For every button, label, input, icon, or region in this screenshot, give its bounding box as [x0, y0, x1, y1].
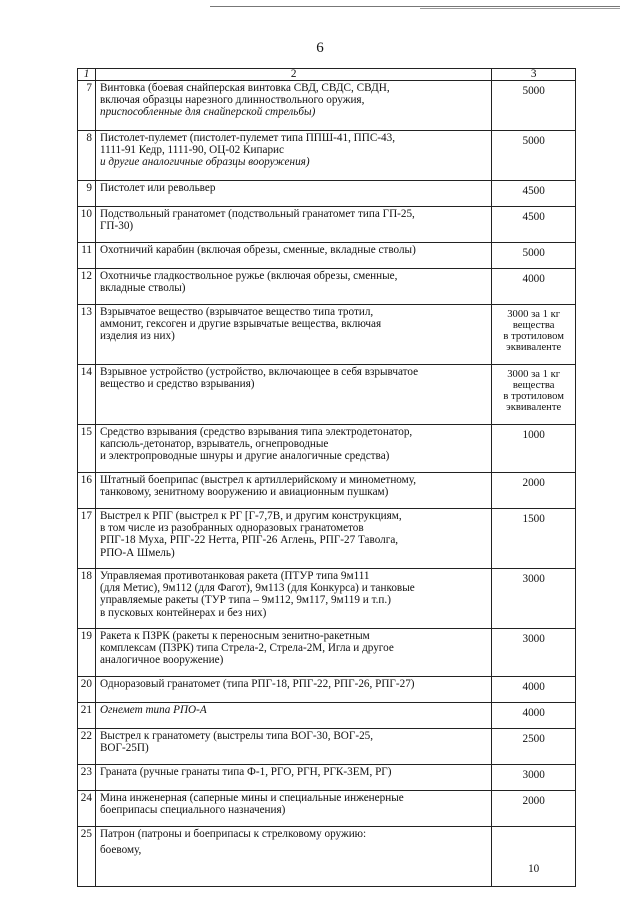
amount-line: 1500 [522, 513, 545, 525]
description-line: РПГ-18 Муха, РПГ-22 Нетта, РПГ-26 Аглень, РПГ-27 Таволга, [99, 534, 399, 547]
description-line: в пусковых контейнерах и без них) [99, 606, 267, 619]
description-line: (для Метис), 9м112 (для Фагот), 9м113 (для Конкурса) и танковые [99, 582, 415, 595]
amount-line: эквиваленте [506, 342, 562, 353]
description-line: Подствольный гранатомет (подствольный гранатомет типа ГП-25, [99, 208, 415, 220]
amount-line: 5000 [522, 85, 545, 97]
description-line: капсюль-детонатор, взрыватель, огнепроводные [99, 438, 329, 451]
description-line: и электропроводные шнуры и другие аналогичные средства) [99, 450, 390, 463]
row-amount [492, 729, 576, 765]
table-row [78, 181, 576, 207]
row-description [95, 827, 491, 887]
amount-line: 3000 за 1 кг [507, 309, 561, 320]
table-row [78, 569, 576, 629]
top-rule-thick [420, 8, 620, 9]
row-number: 22 [78, 729, 96, 765]
row-amount [492, 305, 576, 365]
row-amount [492, 765, 576, 791]
table-row [78, 791, 576, 827]
description-line: Взрывчатое вещество (взрывчатое вещество типа тротил, [99, 306, 374, 318]
table-row [78, 365, 576, 425]
row-description [95, 207, 491, 243]
description-line: боеприпасы специального назначения) [99, 804, 286, 817]
top-rule [210, 6, 620, 7]
description-line: Охотничье гладкоствольное ружье (включая обрезы, сменные, [99, 270, 398, 282]
description-line: Выстрел к гранатомету (выстрелы типа ВОГ-30, ВОГ-25, [99, 730, 374, 742]
description-line: Одноразовый гранатомет (типа РПГ-18, РПГ-22, РПГ-26, РПГ-27) [99, 678, 415, 690]
amount-line: 3000 за 1 кг [507, 369, 561, 380]
description-line: включая образцы нарезного длинноствольного оружия, [99, 94, 365, 107]
row-description [95, 509, 491, 569]
row-amount [492, 181, 576, 207]
amount-line: 3000 [522, 769, 545, 781]
table-row [78, 425, 576, 473]
row-amount [492, 509, 576, 569]
row-description [95, 425, 491, 473]
row-amount [492, 207, 576, 243]
description-line: вещество и средство взрывания) [99, 378, 255, 391]
table-row [78, 629, 576, 677]
row-number: 13 [78, 305, 96, 365]
amount-line: вещества [512, 320, 555, 331]
row-description [95, 81, 491, 131]
description-line: Пистолет-пулемет (пистолет-пулемет типа ППШ-41, ППС-43, [99, 132, 396, 144]
row-amount [492, 81, 576, 131]
description-line: Средство взрывания (средство взрывания типа электродетонатор, [99, 426, 413, 438]
description-line: и другие аналогичные образцы вооружения) [99, 156, 310, 169]
row-number: 18 [78, 569, 96, 629]
row-amount [492, 677, 576, 703]
table-row [78, 827, 576, 887]
row-description [95, 181, 491, 207]
table-row [78, 131, 576, 181]
amount-line: 4500 [522, 211, 545, 223]
description-line: вкладные стволы) [99, 282, 186, 295]
row-amount [492, 473, 576, 509]
description-line: Огнемет типа РПО-А [99, 704, 207, 716]
row-description [95, 677, 491, 703]
header-col-3: 3 [492, 69, 576, 81]
description-line: танковому, зенитному вооружению и авиационным пушкам) [99, 486, 389, 499]
row-description [95, 729, 491, 765]
description-line: аналогичное вооружение) [99, 654, 224, 667]
description-line: Граната (ручные гранаты типа Ф-1, РГО, РГН, РГК-3ЕМ, РГ) [99, 766, 392, 778]
row-number: 24 [78, 791, 96, 827]
amount-line: 2500 [522, 733, 545, 745]
amount-line: 3000 [522, 633, 545, 645]
amount-line: в тротиловом [503, 391, 564, 402]
row-amount [492, 569, 576, 629]
description-line: Штатный боеприпас (выстрел к артиллерийскому и минометному, [99, 474, 417, 486]
amount-line: вещества [512, 380, 555, 391]
table-row [78, 269, 576, 305]
row-number: 20 [78, 677, 96, 703]
description-line: комплексам (ПЗРК) типа Стрела-2, Стрела-2М, Игла и другое [99, 642, 394, 655]
row-number: 23 [78, 765, 96, 791]
description-line: Ракета к ПЗРК (ракеты к переносным зенитно-ракетным [99, 630, 370, 642]
row-amount [492, 703, 576, 729]
table-row [78, 509, 576, 569]
row-amount [492, 791, 576, 827]
header-col-2: 2 [95, 69, 491, 81]
row-amount [492, 365, 576, 425]
row-number: 10 [78, 207, 96, 243]
amount-line [495, 851, 572, 863]
amount-line: 3000 [522, 573, 545, 585]
row-number: 19 [78, 629, 96, 677]
row-description [95, 131, 491, 181]
row-description [95, 269, 491, 305]
description-line: приспособленные для снайперской стрельбы) [99, 106, 316, 119]
amount-line: 1000 [522, 429, 545, 441]
header-col-1: 1 [78, 69, 96, 81]
table-row [78, 243, 576, 269]
amount-line: 4000 [522, 707, 545, 719]
row-amount [492, 243, 576, 269]
description-line: Мина инженерная (саперные мины и специальные инженерные [99, 792, 404, 804]
row-description [95, 703, 491, 729]
amount-line: 4500 [522, 185, 545, 197]
row-amount [492, 131, 576, 181]
reward-table [77, 68, 576, 887]
description-line: Выстрел к РПГ (выстрел к РГ [Г-7,7В, и другим конструкциям, [99, 510, 402, 522]
row-number: 17 [78, 509, 96, 569]
row-number: 8 [78, 131, 96, 181]
row-number: 9 [78, 181, 96, 207]
row-number: 12 [78, 269, 96, 305]
row-amount [492, 827, 576, 887]
row-number: 7 [78, 81, 96, 131]
table-row [78, 305, 576, 365]
table-row [78, 81, 576, 131]
row-number: 25 [78, 827, 96, 887]
description-line: изделия из них) [99, 330, 175, 343]
amount-line: 5000 [522, 135, 545, 147]
amount-line: в тротиловом [503, 331, 564, 342]
row-description [95, 791, 491, 827]
description-line: Охотничий карабин (включая обрезы, сменные, вкладные стволы) [99, 244, 416, 256]
description-line: 1111-91 Кедр, 1111-90, ОЦ-02 Кипарис [99, 144, 284, 157]
description-line: боевому, [99, 844, 142, 857]
amount-line: 5000 [522, 247, 545, 259]
table-row [78, 207, 576, 243]
row-amount [492, 629, 576, 677]
description-line: управляемые ракеты (ТУР типа – 9м112, 9м117, 9м119 и т.п.) [99, 594, 391, 607]
row-number: 16 [78, 473, 96, 509]
page-number: 6 [316, 40, 324, 56]
amount-line: 4000 [522, 273, 545, 285]
amount-line: эквиваленте [506, 402, 562, 413]
description-line: аммонит, гексоген и другие взрывчатые вещества, включая [99, 318, 382, 331]
table-row [78, 703, 576, 729]
row-number: 14 [78, 365, 96, 425]
amount-line [495, 839, 572, 851]
row-number: 15 [78, 425, 96, 473]
description-line: ГП-30) [99, 220, 134, 233]
row-number: 21 [78, 703, 96, 729]
description-line: Взрывное устройство (устройство, включающее в себя взрывчатое [99, 366, 419, 378]
amount-line: 10 [528, 863, 540, 875]
amount-line: 2000 [522, 477, 545, 489]
description-line: ВОГ-25П) [99, 742, 149, 755]
description-line: Управляемая противотанковая ракета (ПТУР типа 9м111 [99, 570, 370, 582]
description-line: Патрон (патроны и боеприпасы к стрелковому оружию: [99, 828, 367, 840]
row-description [95, 305, 491, 365]
row-amount [492, 425, 576, 473]
table-row [78, 677, 576, 703]
row-description [95, 365, 491, 425]
description-line: Винтовка (боевая снайперская винтовка СВД, СВДС, СВДН, [99, 82, 390, 94]
table-row [78, 473, 576, 509]
description-line: Пистолет или револьвер [99, 182, 216, 194]
row-description [95, 243, 491, 269]
table-row [78, 765, 576, 791]
table-header-row [78, 69, 576, 81]
row-description [95, 473, 491, 509]
row-description [95, 765, 491, 791]
description-line: РПО-А Шмель) [99, 546, 175, 559]
row-description [95, 629, 491, 677]
amount-line: 2000 [522, 795, 545, 807]
table-body [78, 69, 576, 887]
row-number: 11 [78, 243, 96, 269]
row-amount [492, 269, 576, 305]
row-description [95, 569, 491, 629]
description-line: в том числе из разобранных одноразовых гранатометов [99, 522, 364, 535]
table-row [78, 729, 576, 765]
amount-line: 4000 [522, 681, 545, 693]
